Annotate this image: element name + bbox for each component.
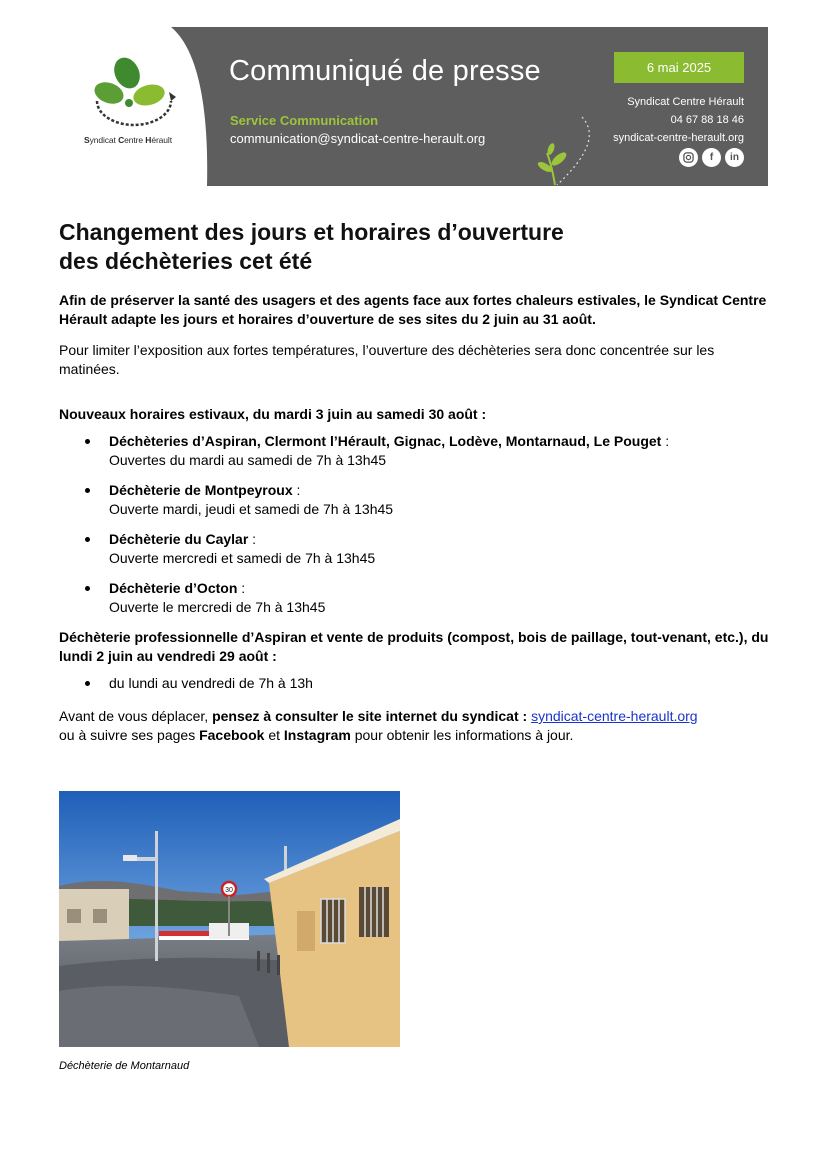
site-hours: Ouvertes du mardi au samedi de 7h à 13h45 — [109, 452, 387, 468]
service-name: Service Communication — [230, 113, 379, 128]
site-hours: Ouverte mardi, jeudi et samedi de 7h à 13h45 — [109, 501, 394, 517]
site-hours: Ouverte le mercredi de 7h à 13h45 — [109, 599, 326, 615]
lede-paragraph: Afin de préserver la santé des usagers et des agents face aux fortes chaleurs estivales, le Syndicat Centre Hérault adapte les jours et horaires d’ouverture de ses sites du 2 juin au 31 août. — [59, 292, 767, 327]
article-title-line-2: des déchèteries cet été — [59, 248, 313, 274]
site-name: Déchèteries d’Aspiran, Clermont l’Hérault, Gignac, Lodève, Montarnaud, Le Pouget — [109, 433, 662, 449]
intro-paragraph: Pour limiter l’exposition aux fortes températures, l’ouverture des déchèteries sera donc concentrée sur les matinées. — [59, 342, 715, 377]
service-email[interactable]: communication@syndicat-centre-herault.org — [230, 131, 486, 146]
speed-sign-text: 30 — [225, 887, 233, 894]
site-name: Déchèterie de Montpeyroux — [109, 482, 293, 498]
list-item: du lundi au vendredi de 7h à 13h — [59, 674, 771, 693]
website-link[interactable]: syndicat-centre-herault.org — [531, 708, 698, 724]
linkedin-icon[interactable]: in — [725, 148, 744, 167]
instagram-mention: Instagram — [283, 727, 351, 743]
logo-wordmark: Syndicat Centre Hérault — [84, 135, 172, 145]
banner-title: Communiqué de presse — [229, 55, 541, 87]
facebook-icon[interactable]: f — [702, 148, 721, 167]
closing-paragraph: Avant de vous déplacer, pensez à consulter le site internet du syndicat : syndicat-centre-herault.org ou à suivre ses pages Facebook et Instagram pour obtenir les informations à jour. — [59, 708, 698, 743]
sprout-decoration-icon — [537, 115, 607, 186]
pro-site-title: Déchèterie professionnelle d’Aspiran et vente de produits (compost, bois de paillage, tout-venant, etc.), du lundi 2 juin au vendredi 29 août : — [59, 629, 769, 664]
photo-illustration — [59, 791, 400, 1047]
pro-site-list — [59, 674, 771, 693]
social-links — [679, 148, 744, 167]
date-badge: 6 mai 2025 — [614, 52, 744, 83]
summer-sites-list — [59, 432, 771, 617]
site-name: Déchèterie du Caylar — [109, 531, 249, 547]
article-title — [59, 218, 771, 276]
photo-caption: Déchèterie de Montarnaud — [59, 1060, 190, 1072]
site-name: Déchèterie d’Octon — [109, 580, 238, 596]
summer-hours-title: Nouveaux horaires estivaux, du mardi 3 juin au samedi 30 août : — [59, 406, 487, 422]
org-phone: 04 67 88 18 46 — [670, 114, 744, 126]
list-item: Déchèteries d’Aspiran, Clermont l’Hérault, Gignac, Lodève, Montarnaud, Le Pouget : Ouvertes du mardi au samedi de 7h à 13h45 — [59, 432, 771, 470]
list-item: Déchèterie du Caylar : Ouverte mercredi et samedi de 7h à 13h45 — [59, 530, 771, 568]
org-name: Syndicat Centre Hérault — [627, 96, 744, 108]
site-hours: Ouverte mercredi et samedi de 7h à 13h45 — [109, 550, 376, 566]
photo-dechetterie-montarnaud — [59, 791, 400, 1047]
list-item: Déchèterie de Montpeyroux : Ouverte mardi, jeudi et samedi de 7h à 13h45 — [59, 481, 771, 519]
org-contact-block — [613, 93, 744, 147]
logo-card — [59, 27, 209, 186]
press-release-banner — [59, 27, 768, 186]
instagram-icon[interactable] — [679, 148, 698, 167]
list-item: Déchèterie d’Octon : Ouverte le mercredi de 7h à 13h45 — [59, 579, 771, 617]
leaf-logo-icon — [87, 57, 187, 131]
facebook-mention: Facebook — [199, 727, 265, 743]
article-title-line-1: Changement des jours et horaires d’ouverture — [59, 219, 564, 245]
article-body — [59, 218, 771, 745]
org-website[interactable]: syndicat-centre-herault.org — [613, 132, 744, 144]
